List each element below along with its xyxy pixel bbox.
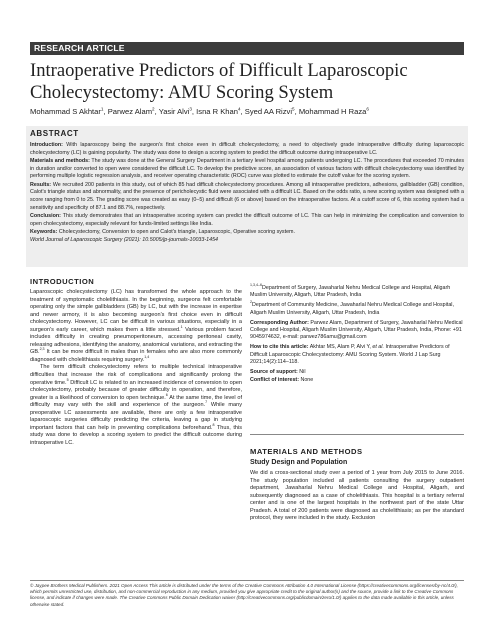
- article-type-label: RESEARCH ARTICLE: [34, 43, 125, 53]
- footer-divider: [30, 580, 464, 581]
- author-separator: ,: [103, 107, 108, 116]
- author-separator: ,: [191, 107, 197, 116]
- author-separator: ,: [240, 107, 245, 116]
- author-name: Yasir Alvi: [158, 107, 190, 116]
- author-name: Parwez Alam: [107, 107, 153, 116]
- author-name: Syed AA Rizvi: [244, 107, 293, 116]
- author-affiliation-mark: 1: [100, 106, 104, 112]
- abstract-keywords: Keywords: Cholecystectomy, Conversion to open and Calot's triangle, Laparoscopic, Operative scoring system.: [30, 229, 295, 236]
- author-separator: ,: [154, 107, 159, 116]
- affiliation-2: $^2$Department of Community Medicine, Jawaharlal Nehru Medical College and Hospital, Aligarh Muslim University, Aligarh, Uttar Pradesh, India: [250, 300, 454, 316]
- introduction-paragraph-2: The term difficult cholecystectomy refers to multiple technical intraoperative difficulties that increase the risk of complications and significantly prolong the operative time.$^5$ Difficult LC is related to an increased incidence of conversion to open cholecystectomy, probably because of greater difficulty in operation, and therefore, greater is a likelihood of conversion to open technique.$^6$ At the same time, the level of difficulty may vary with the skill and experience of the surgeon.$^7$ While many preoperative LC assessments are available, there are only a few intraoperative laparoscopic surgeries difficulty predicting the criteria, leaving a gap in studying important factors that can help in preventing complications beforehand.$^8$ Thus, this study was done to develop a scoring system to predict the difficult outcome during intraoperative LC.: [30, 364, 243, 446]
- source-of-support: Source of support: Nil: [250, 369, 306, 376]
- abstract-methods: Materials and methods: The study was done at the General Surgery Department in a tertiary level hospital among patients undergoing LC. The procedures that exceeded 70 minutes in duration and/or converted to open were considered the difficult LC. To develop the predictive score, an association of various factors with difficult cholecystectomy was identified by performing multiple logistic regression analysis, and receiver operating characteristic (ROC) curve was plotted to estimate the cutoff value for the scoring system.: [30, 158, 465, 180]
- affiliation-1: $^{1,3,4-6}$Department of Surgery, Jawaharlal Nehru Medical College and Hospital, Aligarh Muslim University, Aligarh, Uttar Pradesh, India: [250, 283, 451, 299]
- affiliation-divider: [250, 434, 464, 435]
- introduction-text: [30, 289, 242, 447]
- author-separator: ,: [294, 107, 299, 116]
- author-affiliation-mark: 6: [366, 106, 369, 112]
- corresponding-author: Corresponding Author: Parwez Alam, Department of Surgery, Jawaharlal Nehru Medical College and Hospital, Aligarh Muslim University, Aligarh, Uttar Pradesh, India, Phone: +91 9045974632, e-mail: parwez786amu@gmail.com: [250, 319, 463, 341]
- author-name: Mohammad S Akhtar: [30, 107, 101, 116]
- introduction-heading: INTRODUCTION: [30, 277, 95, 286]
- study-design-subheading: Study Design and Population: [250, 459, 348, 466]
- author-affiliation-mark: 3: [189, 106, 192, 112]
- author-affiliation-mark: 4: [237, 106, 241, 112]
- conflict-of-interest: Conflict of interest: None: [250, 377, 314, 384]
- author-name: Mohammad H Raza: [298, 107, 367, 116]
- affiliations-block: [250, 285, 464, 388]
- abstract-conclusion: Conclusion: This study demonstrates that an intraoperative scoring system can predict the difficult outcome of LC. This can help in minimizing the complication and conversion to open cholecystectomy, especially relevant for funds-limited settings like India.: [30, 213, 464, 227]
- abstract-citation: World Journal of Laparoscopic Surgery (2021): 10.5005/jp-journals-10033-1454: [30, 237, 219, 244]
- abstract-body: [30, 142, 464, 246]
- author-name: Isna R Khan: [196, 107, 238, 116]
- author-list: [30, 107, 470, 117]
- title-line-1: Intraoperative Predictors of Difficult Laparoscopic: [30, 60, 408, 81]
- abstract-heading: ABSTRACT: [30, 129, 79, 138]
- abstract-results: Results: We recruited 200 patients in this study, out of which 85 had difficult cholecystectomy procedures. Among all intraoperative predictors, adhesions, gallbladder (GB) condition, Calot's triangle status and abnormality, and the presence of pericholecystic fluid were associated with a difficult LC. Based on the odds ratio, a new scoring system was designed with a score ranging from 0 to 25. The grading score was created as easy (0–5) and difficult (6 or above) based on the intraoperative factors. At a cutoff score of 6, this scoring system had a sensitivity and specificity of 87.1 and 88.7%, respectively.: [30, 181, 464, 211]
- license-footer: © Jaypee Brothers Medical Publishers. 2021 Open Access This article is distributed under the terms of the Creative Commons Attribution 4.0 International License (https://creativecommons.org/licenses/by-nc/4.0/), which permits unrestricted use, distribution, and non-commercial reproduction in any medium, provided you give appropriate credit to the original author(s) and the source, provide a link to the Creative Commons license, and indicate if changes were made. The Creative Commons Public Domain Dedication waiver (http://creativecommons.org/publicdomain/zero/1.0/) applies to the data made available in this article, unless otherwise stated.: [30, 583, 458, 607]
- article-type-banner: [30, 42, 464, 55]
- methods-paragraph-1: We did a cross-sectional study over a period of 1 year from July 2015 to June 2016. The study population included all patients consulting the surgery outpatient department, Jawaharlal Nehru Medical College and Hospital, Aligarh, and subsequently diagnosed as a case of cholelithiasis. This hospital is a tertiary referral center and is one of the largest hospitals in the northwest part of the state Uttar Pradesh. A total of 200 patients were diagnosed as cholelithiasis; as per the standard protocol, they were included in the study. Exclusion: [250, 470, 464, 522]
- methods-heading: MATERIALS AND METHODS: [250, 447, 363, 456]
- how-to-cite: How to cite this article: Akhtar MS, Alam P, Alvi Y, et al. Intraoperative Predictors of Difficult Laparoscopic Cholecystectomy: AMU Scoring System. World J Lap Surg 2021;14(2):114–118.: [250, 344, 450, 366]
- author-affiliation-mark: 2: [152, 106, 155, 112]
- author-affiliation-mark: 5: [292, 106, 295, 112]
- abstract-introduction: Introduction: With laparoscopy being the surgeon's first choice even in difficult cholecystectomy, a need to objectively grade intraoperative difficulty during laparoscopic cholecystectomy (LC) is gaining popularity. The study was done to design a scoring system to predict the difficult outcome during intraoperative LC.: [30, 142, 464, 156]
- methods-text: [250, 470, 464, 523]
- title-line-2: Cholecystectomy: AMU Scoring System: [30, 82, 334, 103]
- introduction-paragraph-1: Laparoscopic cholecystectomy (LC) has transformed the whole approach to the treatment of symptomatic cholelithiasis. In the beginning, surgeons felt comfortable operating only the simple gallbladders (GB) by LC, but with the increase in expertise and newer armory, it is also becoming surgeon's first choice even in difficult cholecystectomy. However, LC can be difficult in various situations, especially in a surgeon's early career, which makes them a little stressed.$^1$ Various problem faced includes difficulty in creating pneumoperitoneum, accessing peritoneal cavity, releasing adhesions, identifying the anatomy, anatomical variations, and extracting the GB.$^{2,3}$ It can be more difficult in males than in females who are also more commonly diagnosed with cholelithiasis requiring surgery.$^{1,4}$: [30, 289, 242, 363]
- article-title: [30, 60, 470, 104]
